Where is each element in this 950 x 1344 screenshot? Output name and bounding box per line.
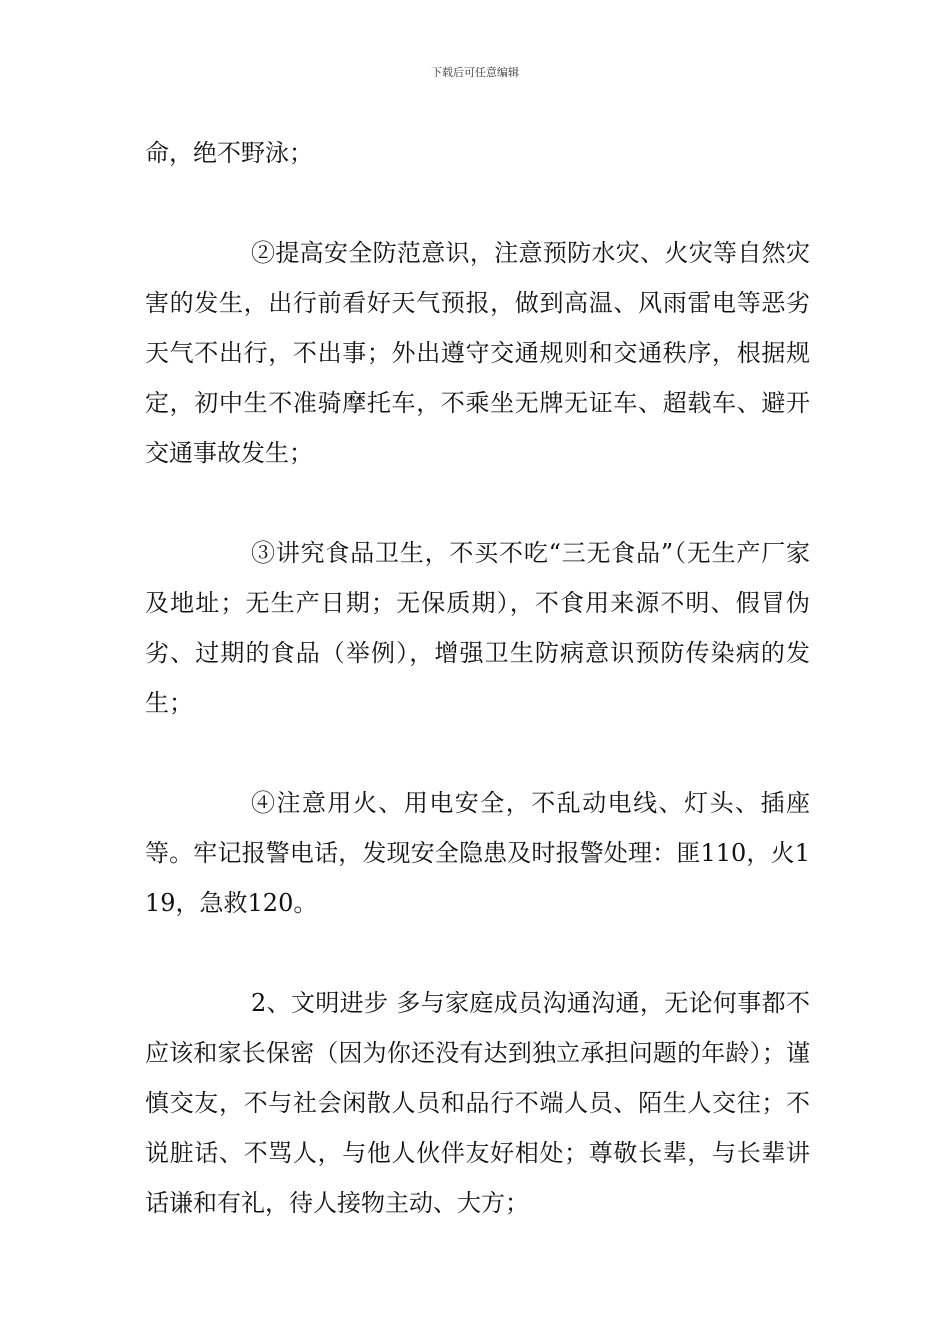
paragraph-food-hygiene: ③讲究食品卫生，不买不吃“三无食品”（无生产厂家及地址；无生产日期；无保质期），不食用来源不明、假冒伪劣、过期的食品（举例），增强卫生防病意识预防传染病的发生； <box>145 539 810 717</box>
paragraph-gap <box>145 178 810 228</box>
paragraph-civilized-progress: 2、文明进步 多与家庭成员沟通沟通，无论何事都不应该和家长保密（因为你还没有达到独立承担问题的年龄）；谨慎交友，不与社会闲散人员和品行不端人员、陌生人交往；不说脏话、不骂人，与他人伙伴友好相处；尊敬长辈，与长辈讲话谦和有礼，待人接物主动、大方； <box>145 989 810 1217</box>
paragraph-gap <box>145 478 810 528</box>
paragraph-continuation: 命，绝不野泳； <box>145 139 313 167</box>
paragraph-gap <box>145 928 810 978</box>
paragraph-gap <box>145 728 810 778</box>
paragraph-fire-electric-safety: ④注意用火、用电安全，不乱动电线、灯头、插座等。牢记报警电话，发现安全隐患及时报警处理：匪110，火119，急救120。 <box>145 789 810 917</box>
paragraph-safety-awareness: ②提高安全防范意识，注意预防水灾、火灾等自然灾害的发生，出行前看好天气预报，做到高温、风雨雷电等恶劣天气不出行，不出事；外出遵守交通规则和交通秩序，根据规定，初中生不准骑摩托车，不乘坐无牌无证车、超载车、避开交通事故发生； <box>145 239 810 467</box>
page-header: 下载后可任意编辑 <box>431 66 519 79</box>
document-body <box>145 128 810 1228</box>
